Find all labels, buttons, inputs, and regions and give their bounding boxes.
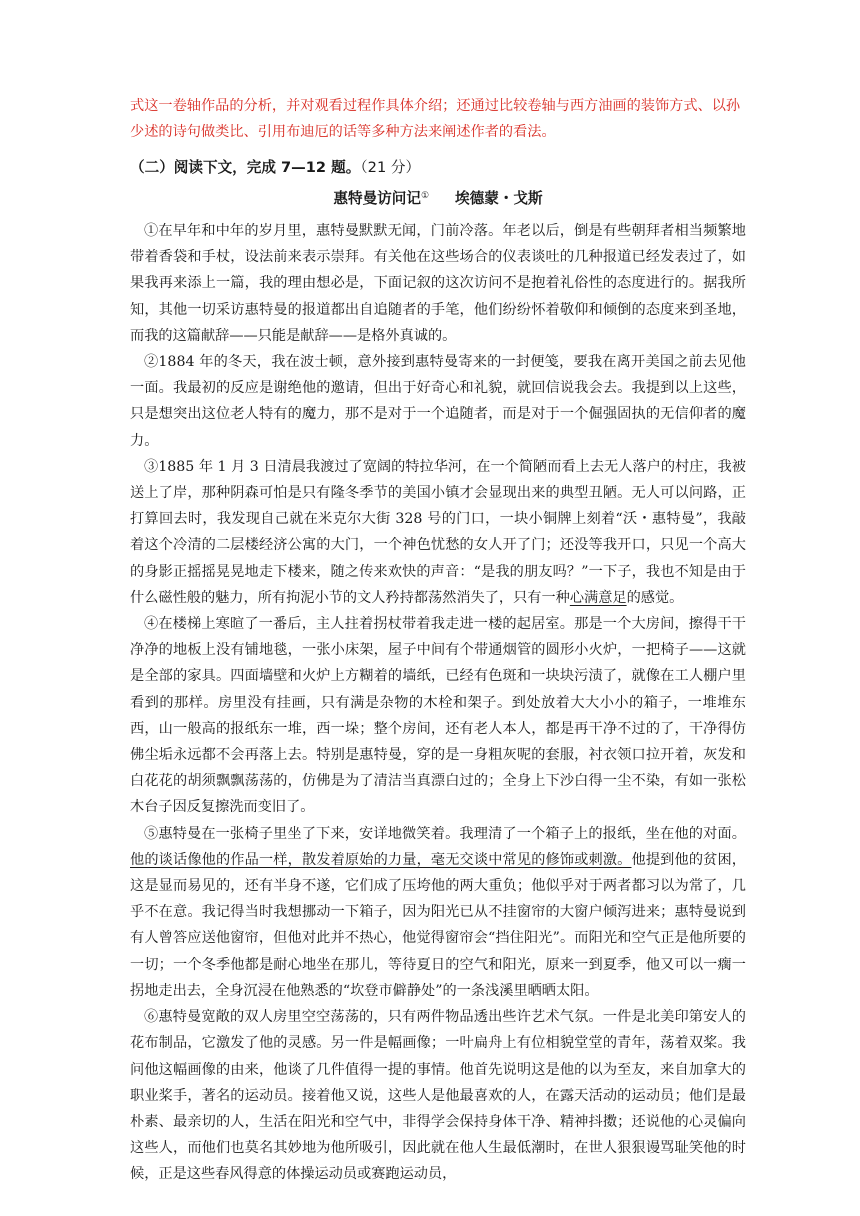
paragraph-3-part-a: ③1885 年 1 月 3 日清晨我渡过了宽阔的特拉华河，在一个简陋而看上去无人落户的村庄，我被送上了岸，那种阴森可怕是只有隆冬季节的美国小镇才会显现出来的典型丑陋。无人可以问路，正打算回去时，我发现自己就在米克尔大街 328 号的门口，一块小铜牌上刻着“沃・惠特曼”，我敲着这个冷清的二层楼经济公寓的大门，一个神色忧愁的女人开了门；还没等我开口，只见一个高大的身影正摇摇晃晃地走下楼来，随之传来欢快的声音：“是我的朋友吗？”一下子，我也不知是由于什么磁性般的魅力，所有拘泥小节的文人矜持都荡然消失了，只有一种 — [130, 458, 746, 606]
paragraph-4: ④在楼梯上寒暄了一番后，主人拄着拐杖带着我走进一楼的起居室。那是一个大房间，擦得干干净净的地板上没有铺地毯，一张小床架，屋子中间有个带通烟管的圆形小火炉，一把椅子——这就是全部的家具。四面墙壁和火炉上方糊着的墙纸，已经有色斑和一块块污渍了，就像在工人棚户里看到的那样。房里没有挂画，只有满是杂物的木栓和架子。到处放着大大小小的箱子，一堆堆东西，山一般高的报纸东一堆，西一垛；整个房间，还有老人本人，都是再干净不过的了，干净得仿佛尘垢永远都不会再落上去。特别是惠特曼，穿的是一身粗灰呢的套服，衬衣领口拉开着，灰发和白花花的胡须飘飘荡荡的，仿佛是为了清洁当真漂白过的；全身上下沙白得一尘不染，有如一张松木台子因反复擦洗而变旧了。 — [130, 616, 746, 816]
section-points: （21 分） — [360, 159, 421, 176]
article-title: 惠特曼访问记 — [333, 190, 421, 207]
paragraph-5-part-a: ⑤惠特曼在一张椅子里坐了下来，安详地微笑着。我理清了一个箱子上的报纸，坐在他的对面。 — [144, 825, 746, 842]
section-heading — [130, 155, 746, 181]
paragraph-3 — [130, 454, 746, 611]
paragraph-3-part-b: 的感觉。 — [626, 589, 684, 606]
section-heading-text: （二）阅读下文，完成 7—12 题。 — [130, 159, 361, 176]
paragraph-1: ①在早年和中年的岁月里，惠特曼默默无闻，门前冷落。年老以后，倒是有些朝拜者相当频繁地带着香袋和手杖，设法前来表示崇拜。有关他在这些场合的仪表谈吐的几种报道已经发表过了，如果我再来添上一篇，我的理由想必是，下面记叙的这次访问不是抱着礼俗性的态度进行的。据我所知，其他一切采访惠特曼的报道都出自追随者的手笔，他们纷纷怀着敬仰和倾倒的态度来到圣地，而我的这篇献辞——只能是献辞——是格外真诚的。 — [130, 223, 746, 344]
article-title-row — [130, 186, 746, 212]
document-page — [130, 94, 746, 1188]
paragraph-5 — [130, 821, 746, 1004]
underlined-phrase: 心满意足 — [569, 589, 627, 606]
paragraph-6: ⑥惠特曼宽敞的双人房里空空荡荡的，只有两件物品透出些许艺术气氛。一件是北美印第安人的花布制品，它激发了他的灵感。另一件是幅画像；一叶扁舟上有位相貌堂堂的青年，荡着双桨。我问他这幅画像的由来，他谈了几件值得一提的事情。他首先说明这是他的以为至友，来自加拿大的职业桨手，著名的运动员。接着他又说，这些人是他最喜欢的人，在露天活动的运动员；他们是最朴素、最亲切的人，生活在阳光和空气中，非得学会保持身体干净、精神抖擞；还说他的心灵偏向这些人，而他们也莫名其妙地为他所吸引，因此就在他人生最低潮时，在世人狠狠谩骂耻笑他的时候，正是这些春风得意的体操运动员或赛跑运动员， — [130, 1009, 746, 1183]
intro-answer-text: 式这一卷轴作品的分析，并对观看过程作具体介绍；还通过比较卷轴与西方油画的装饰方式、以孙少述的诗句做类比、引用布迪厄的话等多种方法来阐述作者的看法。 — [130, 98, 741, 140]
underlined-sentence: 他的谈话像他的作品一样，散发着原始的力量，毫无交谈中常见的修饰或刺激。 — [130, 851, 632, 868]
paragraph-5-part-b: 他提到他的贫困，这是显而易见的，还有半身不遂，它们成了压垮他的两大重负；他似乎对于两者都习以为常了，几乎不在意。我记得当时我想挪动一下箱子，因为阳光已从不挂窗帘的大窗户倾泻进来；惠特曼说到有人曾答应送他窗帘，但他对此并不热心，他觉得窗帘会“挡住阳光”。而阳光和空气正是他所要的一切；一个冬季他都是耐心地坐在那儿，等待夏日的空气和阳光，原来一到夏季，他又可以一瘸一拐地走出去，全身沉浸在他熟悉的“坎登市僻静处”的一条浅溪里晒晒太阳。 — [130, 851, 746, 999]
paragraph-2: ②1884 年的冬天，我在波士顿，意外接到惠特曼寄来的一封便笺，要我在离开美国之前去见他一面。我最初的反应是谢绝他的邀请，但出于好奇心和礼貌，就回信说我会去。我提到以上这些，只是想突出这位老人特有的魔力，那不是对于一个追随者，而是对于一个倔强固执的无信仰者的魔力。 — [130, 354, 746, 449]
article-author: 埃德蒙・戈斯 — [455, 190, 543, 207]
footnote-mark: ① — [420, 191, 430, 201]
